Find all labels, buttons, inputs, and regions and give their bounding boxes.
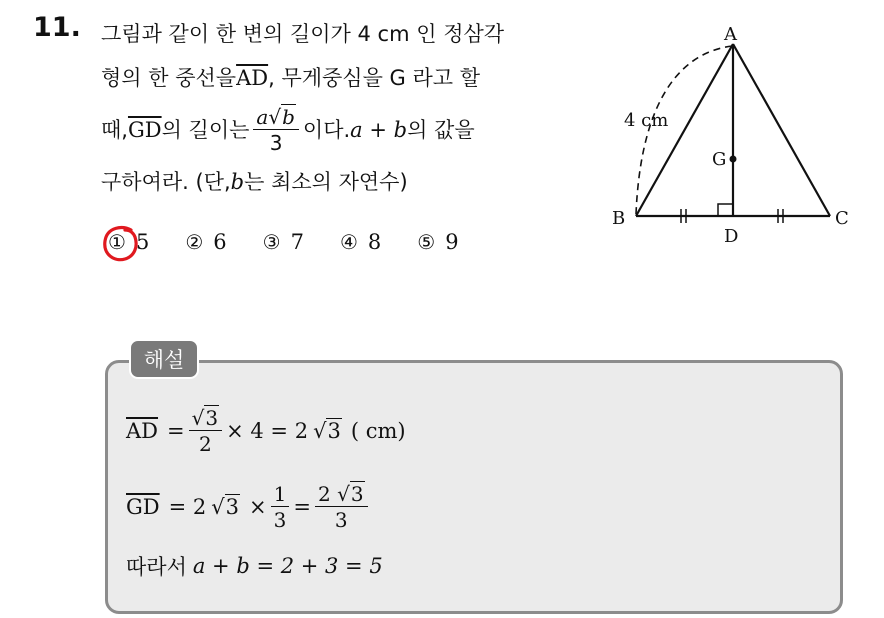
vertex-label-c: C: [835, 208, 849, 229]
side-length-label: 4 cm: [624, 110, 669, 131]
solution-line-2-fraction-1-denominator: 3: [273, 508, 287, 532]
point-label-d: D: [724, 226, 739, 247]
sqrt-3: [337, 484, 364, 504]
choice-4[interactable]: [340, 230, 381, 254]
radicand-b: b: [282, 105, 295, 129]
solution-line-2-a: = 2: [168, 495, 207, 519]
question-number: 11.: [33, 12, 81, 43]
solution-line-3-word: 따라서: [126, 555, 187, 579]
question-line-1-text: 그림과 같이 한 변의 길이가 4 cm 인 정삼각: [101, 22, 505, 46]
solution-line-2: [126, 474, 372, 540]
length-fraction: [253, 107, 299, 153]
solution-line-1: [126, 398, 406, 464]
solution-line-2-fraction-1: [271, 484, 290, 530]
segment-gd: $\overline{GD}$: [127, 118, 162, 142]
solution-line-3-expression: a + b = 2 + 3 = 5: [192, 554, 383, 578]
answer-choices: [108, 222, 495, 262]
vertex-label-a: A: [724, 24, 737, 45]
solution-line-1-unit: ( cm): [350, 419, 406, 443]
radicand-3: 3: [205, 406, 219, 430]
question-line-3-c: 이다.: [302, 118, 351, 142]
solution-line-2-times: ×: [249, 495, 267, 519]
question-line-4-a: 구하여라. (단,: [101, 170, 231, 194]
question-text: [101, 12, 591, 204]
variable-b: b: [230, 170, 245, 194]
choice-4-value: 8: [367, 230, 382, 254]
solution-line-1-eq: =: [167, 419, 185, 443]
choice-5-value: 9: [445, 230, 459, 254]
solution-tag: 해설: [129, 339, 199, 379]
sqrt-sign-icon: √: [313, 419, 327, 443]
choice-3-mark: ③: [262, 230, 281, 254]
choice-2[interactable]: [185, 230, 226, 254]
choice-3[interactable]: [263, 230, 304, 254]
radicand-3: 3: [225, 495, 240, 519]
sqrt-3: [192, 408, 219, 428]
question-line-1: [101, 12, 591, 56]
choice-5-mark: ⑤: [417, 230, 436, 254]
question-line-2-b: , 무게중심을 G 라고 할: [268, 66, 481, 90]
choice-3-value: 7: [290, 230, 304, 254]
sqrt-3: [211, 495, 240, 519]
solution-line-2-fraction-2-denominator: 3: [334, 508, 348, 532]
question-line-2: [101, 56, 591, 100]
point-label-g: G: [712, 149, 727, 170]
solution-line-1-rest: × 4 = 2: [226, 419, 309, 443]
sqrt-sign-icon: √: [268, 105, 282, 129]
right-angle-icon: [718, 204, 733, 216]
choice-1[interactable]: [108, 230, 149, 254]
solution-line-3: [126, 548, 383, 584]
sqrt-sign-icon: √: [337, 482, 350, 506]
length-fraction-numerator: [253, 107, 299, 130]
solution-line-2-eq: =: [293, 495, 311, 519]
sqrt-3: [313, 419, 342, 443]
choice-4-mark: ④: [339, 230, 358, 254]
vertex-label-b: B: [612, 208, 626, 229]
solution-segment-ad: $\overline{AD}$: [126, 419, 159, 443]
radicand-3: 3: [327, 419, 341, 443]
sqrt-sign-icon: √: [211, 495, 225, 519]
solution-line-1-fraction: [189, 408, 222, 454]
solution-line-2-fraction-2: [315, 484, 368, 530]
solution-segment-gd: $\overline{GD}$: [126, 495, 160, 519]
sqrt-b: [268, 107, 296, 127]
question-expression: a + b: [350, 118, 408, 142]
solution-line-1-fraction-denominator: 2: [199, 432, 212, 456]
choice-1-value: 5: [135, 230, 150, 254]
centroid-point: [730, 156, 737, 163]
sqrt-sign-icon: √: [191, 406, 205, 430]
variable-a: a: [256, 105, 269, 129]
coefficient-2: 2: [317, 482, 331, 506]
question-line-4-b: 는 최소의 자연수): [244, 170, 408, 194]
choice-2-mark: ②: [185, 230, 204, 254]
question-line-3: [101, 100, 591, 160]
question-line-2-a: 형의 한 중선을: [101, 66, 237, 90]
choice-5[interactable]: [417, 230, 458, 254]
side-ac: [733, 44, 830, 216]
solution-line-2-fraction-1-numerator: 1: [271, 484, 290, 507]
choice-2-value: 6: [213, 230, 227, 254]
question-line-3-d: 의 값을: [407, 118, 475, 142]
length-fraction-denominator: 3: [269, 131, 283, 155]
triangle-figure: [600, 18, 870, 258]
question-line-3-a: 때,: [101, 118, 128, 142]
choice-1-mark: ①: [108, 230, 126, 254]
radicand-3: 3: [350, 482, 364, 506]
solution-line-1-fraction-numerator: [189, 408, 222, 431]
segment-ad: $\overline{AD}$: [236, 66, 269, 90]
question-line-4: [101, 160, 591, 204]
question-line-3-b: 의 길이는: [161, 118, 250, 142]
solution-line-2-fraction-2-numerator: [315, 484, 368, 507]
